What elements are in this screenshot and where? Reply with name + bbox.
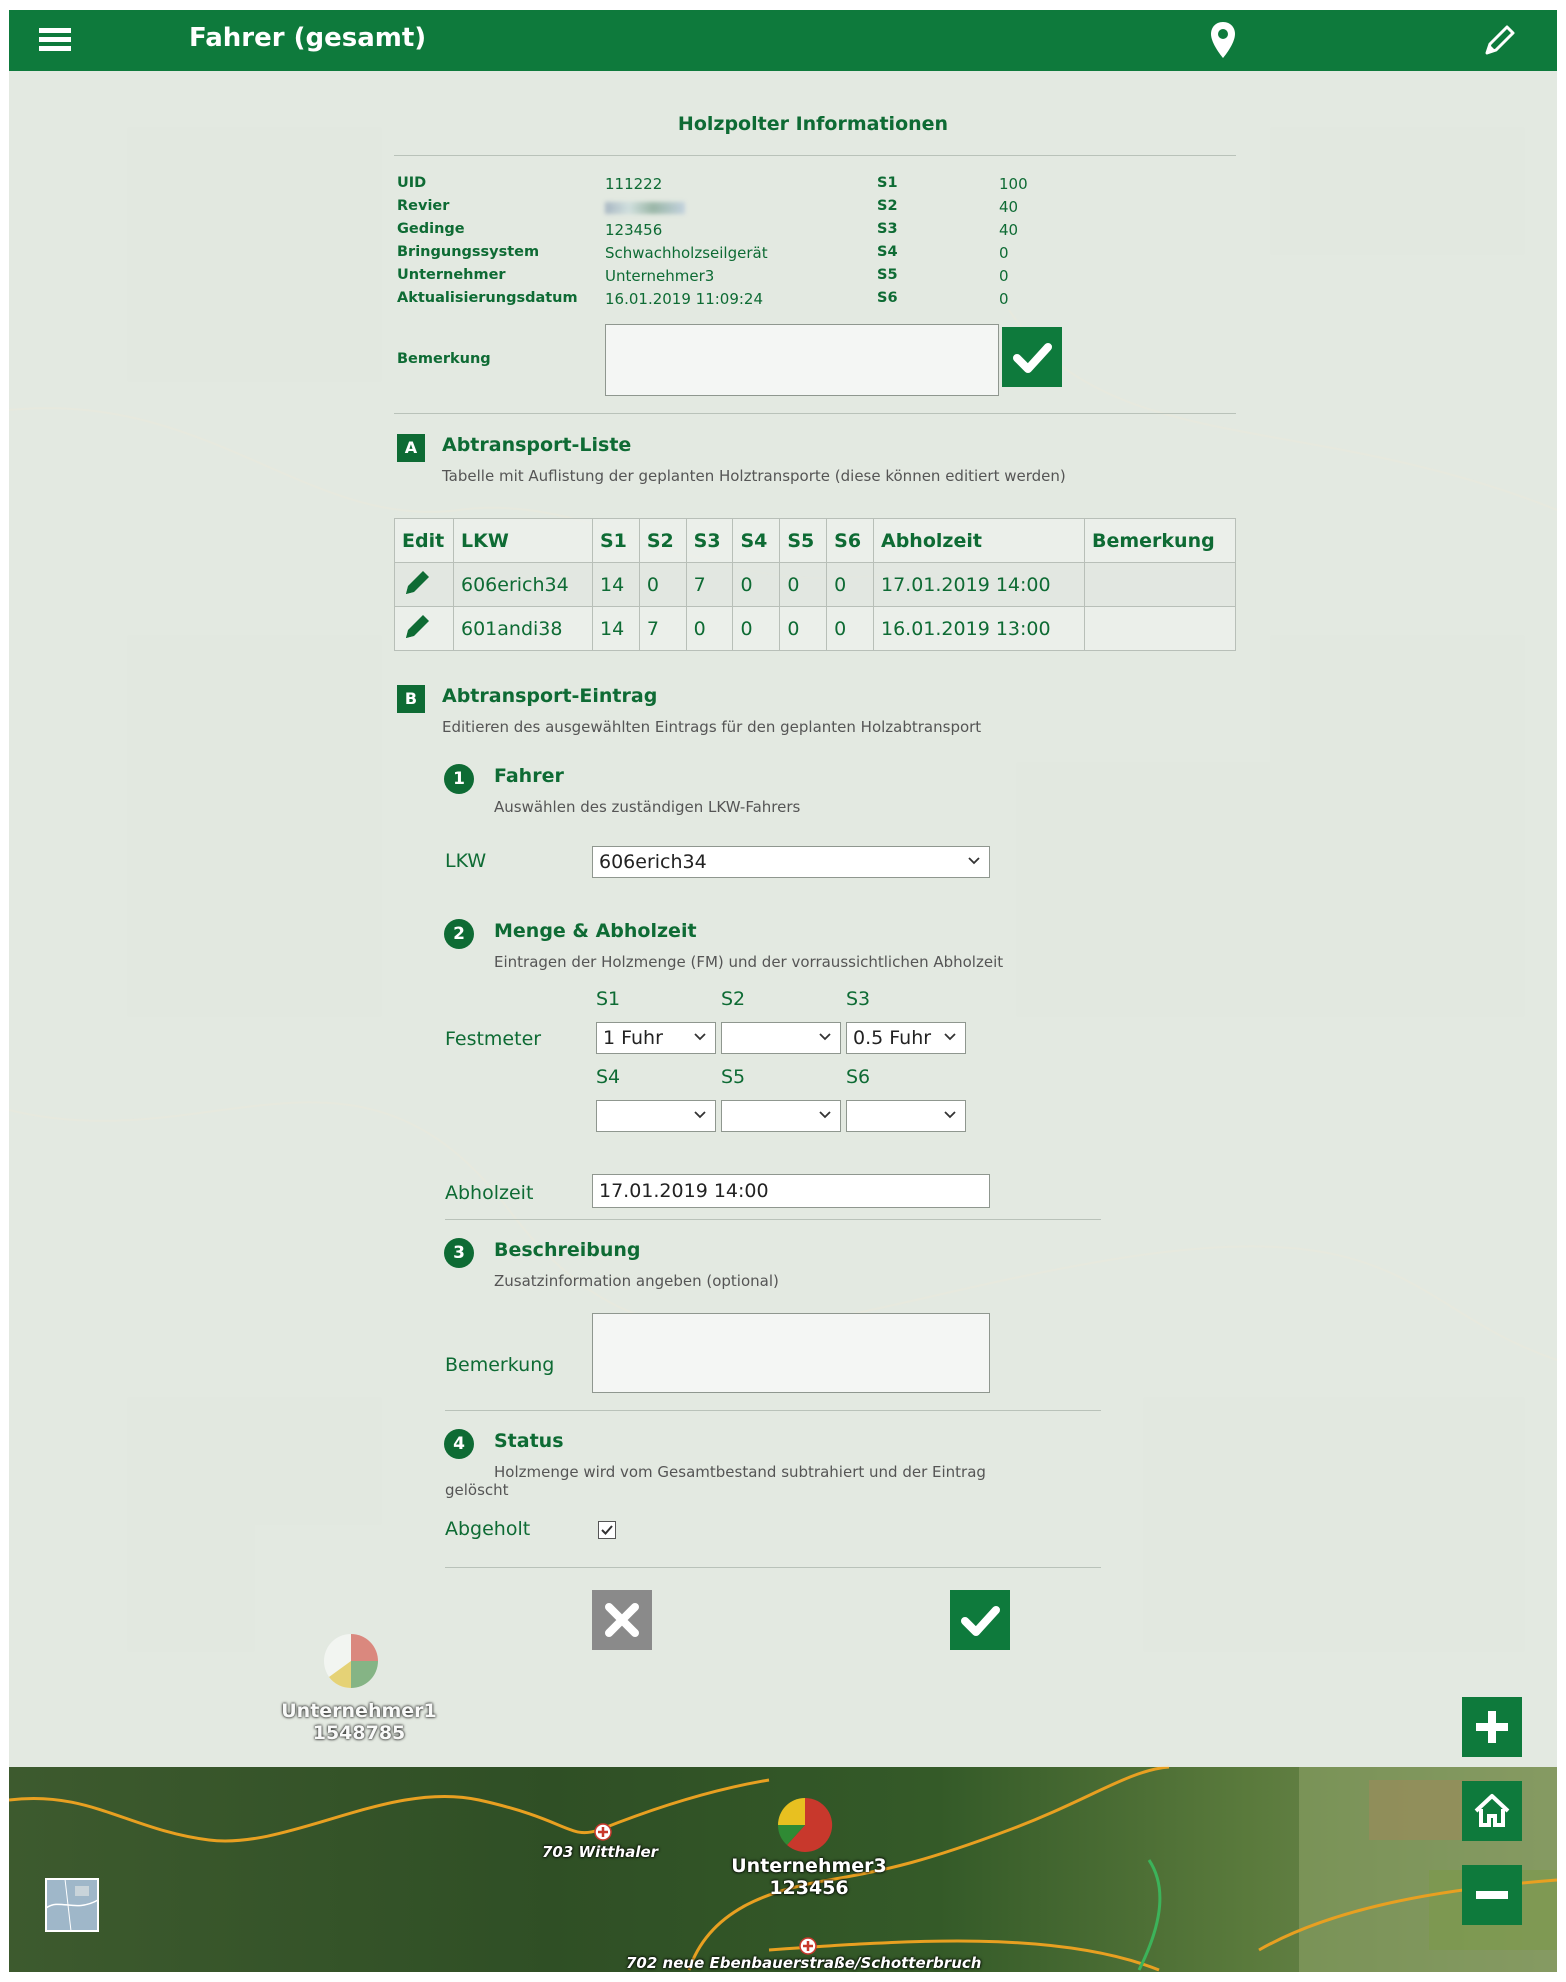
divider [394,413,1236,414]
cell-s2: 7 [639,607,686,651]
s3-select-value: 0.5 Fuhr [853,1027,932,1049]
lkw-select[interactable] [592,846,990,878]
info-value-bringungssystem: Schwachholzseilgerät [605,244,768,262]
pencil-edit-icon[interactable] [402,611,434,641]
s6-value: 0 [999,290,1009,308]
cell-bemerkung [1085,563,1236,607]
info-panel [9,71,1557,1767]
chevron-down-icon [818,1108,832,1122]
info-label-aktualisierungsdatum: Aktualisierungsdatum [397,290,578,306]
section-b-badge: B [397,685,425,713]
s5-select[interactable] [721,1100,841,1132]
section-a-badge: A [397,434,425,462]
divider [445,1219,1101,1220]
poi-label-witthaler: 703 Witthaler [542,1843,659,1861]
bemerkung-label: Bemerkung [445,1354,555,1376]
pencil-icon[interactable] [1482,22,1518,58]
info-value-gedinge: 123456 [605,221,663,239]
section-a-subtitle: Tabelle mit Auflistung der geplanten Holztransporte (diese können editiert werden) [442,467,1066,485]
step-2-subtitle: Eintragen der Holzmenge (FM) und der vorraussichtlichen Abholzeit [494,953,1004,971]
step-4-title: Status [494,1430,564,1452]
s3-field-label: S3 [846,988,871,1010]
section-b-title: Abtransport-Eintrag [442,685,658,707]
app-header [9,10,1557,71]
zoom-out-icon[interactable] [1462,1865,1522,1925]
chevron-down-icon [967,854,981,868]
cell-s3: 7 [686,563,733,607]
step-4-subtitle-line1: Holzmenge wird vom Gesamtbestand subtrahiert und der Eintrag [494,1463,986,1481]
s4-field-label: S4 [596,1066,621,1088]
step-4-subtitle-line2: gelöscht [445,1481,509,1499]
cell-lkw: 606erich34 [454,563,593,607]
col-s4: S4 [733,519,780,563]
info-remark-textarea[interactable] [605,324,999,396]
s1-field-label: S1 [596,988,621,1010]
cell-abholzeit: 17.01.2019 14:00 [874,563,1085,607]
s4-label: S4 [877,244,898,260]
table-header-row [395,519,1236,563]
step-1-subtitle: Auswählen des zuständigen LKW-Fahrers [494,798,801,816]
s2-label: S2 [877,198,898,214]
redacted-value [605,202,685,214]
col-s1: S1 [593,519,640,563]
abholzeit-label: Abholzeit [445,1182,534,1204]
bemerkung-textarea[interactable] [592,1313,990,1393]
lkw-select-value: 606erich34 [599,851,707,873]
s1-select-value: 1 Fuhr [603,1027,663,1049]
cell-s4: 0 [733,563,780,607]
divider [394,155,1236,156]
section-a-title: Abtransport-Liste [442,434,632,456]
hamburger-menu-icon[interactable] [39,25,71,55]
unternehmer1-id: 1548785 [312,1722,406,1744]
col-lkw: LKW [454,519,593,563]
s6-select[interactable] [846,1100,966,1132]
edit-cell[interactable] [395,607,454,651]
col-edit: Edit [395,519,454,563]
edit-cell[interactable] [395,563,454,607]
table-row[interactable] [395,607,1236,651]
s3-select[interactable] [846,1022,966,1054]
unternehmer3-name: Unternehmer3 [731,1855,887,1877]
info-heading: Holzpolter Informationen [677,113,949,135]
step-3-subtitle: Zusatzinformation angeben (optional) [494,1272,779,1290]
col-s5: S5 [780,519,827,563]
unternehmer3-label [709,1855,909,1899]
cell-bemerkung [1085,607,1236,651]
abholzeit-input[interactable]: 17.01.2019 14:00 [592,1174,990,1208]
step-2-title: Menge & Abholzeit [494,920,697,942]
cell-s4: 0 [733,607,780,651]
cell-s3: 0 [686,607,733,651]
info-value-revier [605,198,685,216]
s6-field-label: S6 [846,1066,871,1088]
col-s2: S2 [639,519,686,563]
s4-value: 0 [999,244,1009,262]
home-icon[interactable] [1462,1781,1522,1841]
section-b-subtitle: Editieren des ausgewählten Eintrags für den geplanten Holzabtransport [442,718,982,736]
s2-value: 40 [999,198,1019,216]
unternehmer3-id: 123456 [769,1877,849,1899]
checkmark-icon [599,1522,615,1538]
s2-field-label: S2 [721,988,746,1010]
poi-marker-icon[interactable] [799,1937,817,1955]
col-abholzeit: Abholzeit [874,519,1085,563]
cell-s5: 0 [780,607,827,651]
pencil-edit-icon[interactable] [402,567,434,597]
cell-s6: 0 [827,607,874,651]
cell-s1: 14 [593,563,640,607]
info-value-aktualisierungsdatum: 16.01.2019 11:09:24 [605,290,764,308]
chevron-down-icon [693,1108,707,1122]
unternehmer1-pie-marker[interactable] [323,1633,379,1689]
info-label-unternehmer: Unternehmer [397,267,506,283]
lkw-label: LKW [445,850,487,872]
s1-label: S1 [877,175,898,191]
step-2-number: 2 [444,919,474,949]
col-s3: S3 [686,519,733,563]
s1-value: 100 [999,175,1028,193]
save-entry-button[interactable] [950,1590,1010,1650]
abgeholt-checkbox[interactable] [598,1521,616,1539]
info-value-unternehmer: Unternehmer3 [605,267,715,285]
s5-value: 0 [999,267,1009,285]
unternehmer1-label [259,1700,459,1744]
cell-abholzeit: 16.01.2019 13:00 [874,607,1085,651]
unternehmer3-pie-marker[interactable] [777,1797,833,1853]
info-label-uid: UID [397,175,427,191]
step-1-title: Fahrer [494,765,564,787]
poi-label-ebenbauerstrasse: 702 neue Ebenbauerstraße/Schotterbruch [626,1954,982,1972]
cancel-button[interactable] [592,1590,652,1650]
s5-field-label: S5 [721,1066,746,1088]
cell-s6: 0 [827,563,874,607]
poi-marker-icon[interactable] [594,1823,612,1841]
layer-switch-icon[interactable] [45,1878,99,1932]
cell-s5: 0 [780,563,827,607]
chevron-down-icon [943,1030,957,1044]
zoom-in-icon[interactable] [1462,1697,1522,1757]
map-pin-icon[interactable] [1209,20,1237,60]
cell-s2: 0 [639,563,686,607]
unternehmer1-name: Unternehmer1 [281,1700,437,1722]
col-bemerkung: Bemerkung [1085,519,1236,563]
save-remark-button[interactable] [1002,327,1062,387]
step-3-title: Beschreibung [494,1239,641,1261]
s3-label: S3 [877,221,898,237]
info-label-bringungssystem: Bringungssystem [397,244,540,260]
s4-select[interactable] [596,1100,716,1132]
step-3-number: 3 [444,1238,474,1268]
chevron-down-icon [818,1030,832,1044]
info-label-revier: Revier [397,198,450,214]
divider [445,1567,1101,1568]
abtransport-table [394,518,1236,651]
col-s6: S6 [827,519,874,563]
s3-value: 40 [999,221,1019,239]
table-row[interactable] [395,563,1236,607]
chevron-down-icon [693,1030,707,1044]
divider [445,1410,1101,1411]
step-4-number: 4 [444,1429,474,1459]
cell-s1: 14 [593,607,640,651]
page-title: Fahrer (gesamt) [189,23,427,53]
festmeter-label: Festmeter [445,1028,542,1050]
info-value-uid: 111222 [605,175,663,193]
s6-label: S6 [877,290,898,306]
s5-label: S5 [877,267,898,283]
info-label-gedinge: Gedinge [397,221,465,237]
cell-lkw: 601andi38 [454,607,593,651]
chevron-down-icon [943,1108,957,1122]
info-remark-label: Bemerkung [397,351,491,367]
s2-select[interactable] [721,1022,841,1054]
app-frame [9,10,1557,1972]
abgeholt-label: Abgeholt [445,1518,531,1540]
s1-select[interactable] [596,1022,716,1054]
step-1-number: 1 [444,764,474,794]
